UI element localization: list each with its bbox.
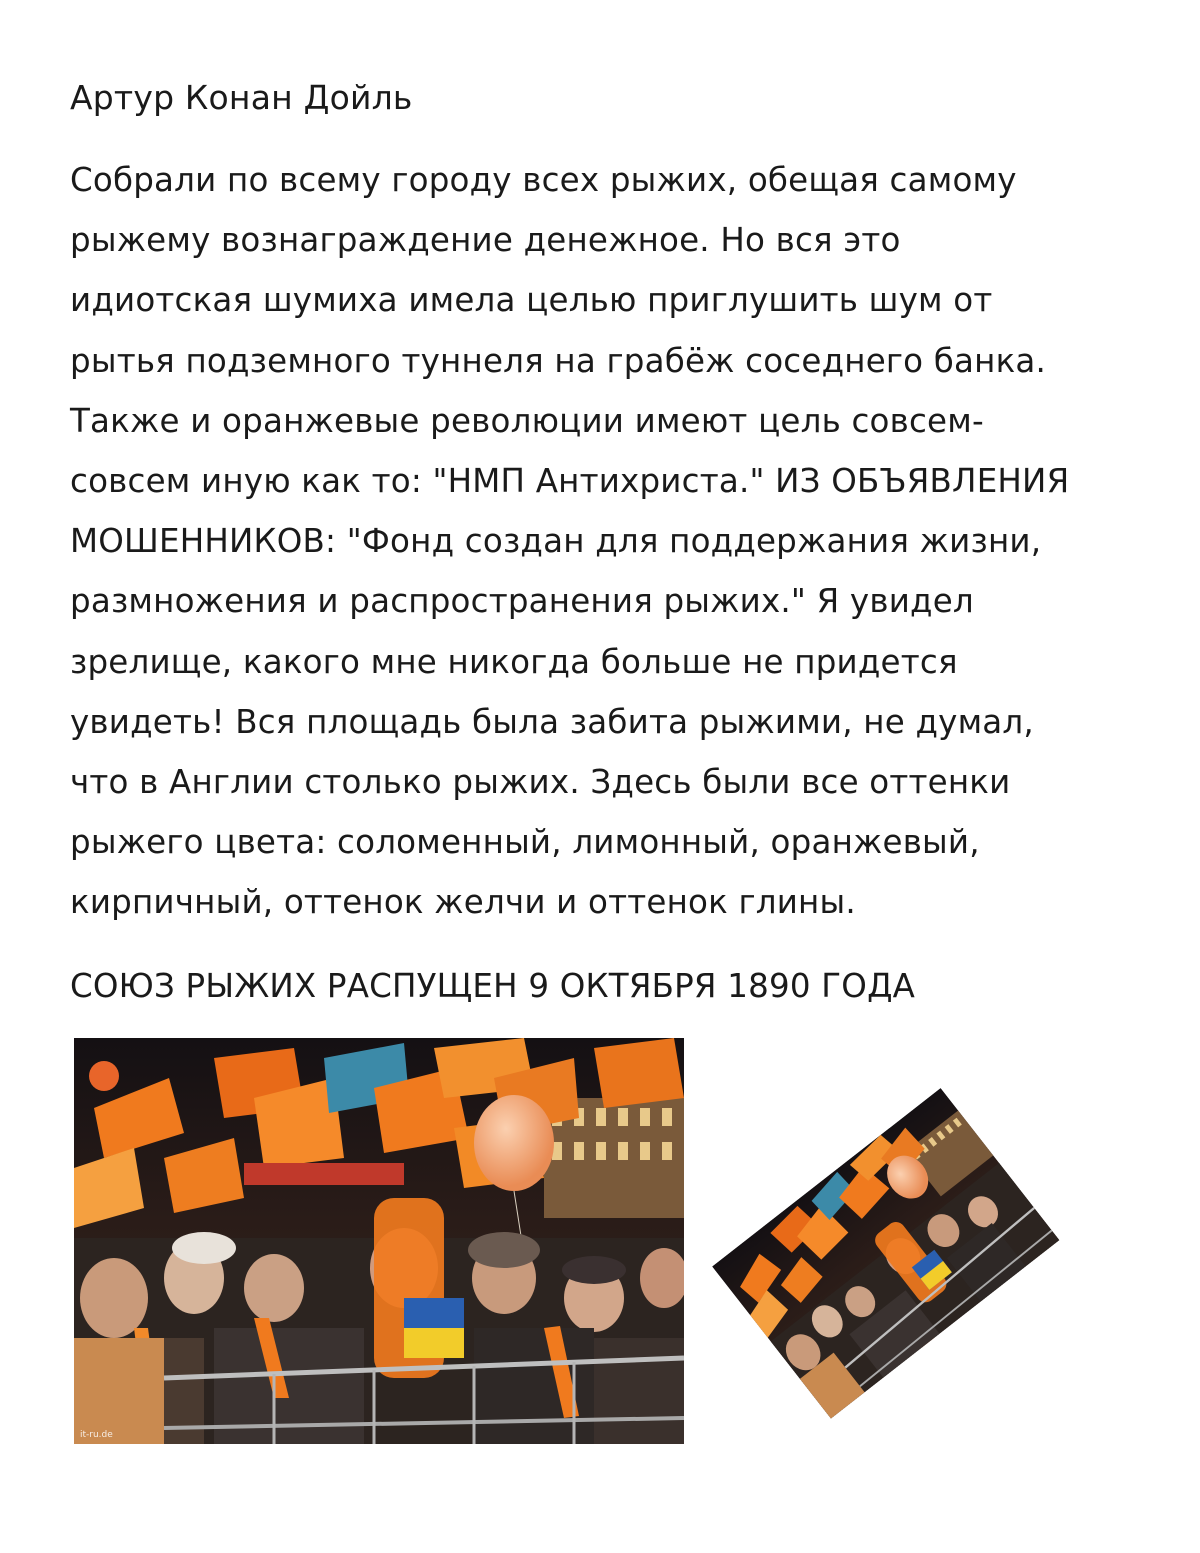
body-line: кирпичный, оттенок желчи и оттенок глины. — [70, 883, 856, 922]
body-line: МОШЕННИКОВ: "Фонд создан для поддержания жизни, — [70, 522, 1042, 561]
body-line: идиотская шумиха имела целью приглушить шум от — [70, 281, 993, 320]
crowd-rally-illustration — [74, 1038, 684, 1444]
body-line: увидеть! Вся площадь была забита рыжими, не думал, — [70, 702, 1034, 741]
body-line: рытья подземного туннеля на грабёж соседнего банка. — [70, 341, 1047, 380]
body-line: Также и оранжевые революции имеют цель совсем- — [70, 401, 984, 440]
body-line: рыжего цвета: соломенный, лимонный, оранжевый, — [70, 823, 980, 862]
photo-credit: it-ru.de — [80, 1430, 113, 1440]
body-line: Собрали по всему городу всех рыжих, обещая самому — [70, 161, 1017, 199]
body-line: совсем иную как то: "НМП Антихриста." ИЗ ОБЪЯВЛЕНИЯ — [70, 462, 1070, 501]
rotated-crowd-illustration — [712, 1088, 1059, 1419]
body-line: рыжему вознаграждение денежное. Но вся это — [70, 221, 901, 260]
body-line: зрелище, какого мне никогда больше не придется — [70, 642, 958, 681]
rotated-crowd-photo — [712, 1088, 1070, 1432]
crowd-rally-photo — [74, 1038, 684, 1444]
closing-heading: СОЮЗ РЫЖИХ РАСПУЩЕН 9 ОКТЯБРЯ 1890 ГОДА — [70, 967, 916, 1005]
author-name: Артур Конан Дойль — [70, 78, 413, 117]
rotated-photo-frame — [688, 1070, 1083, 1450]
body-line: размножения и распространения рыжих." Я увидел — [70, 582, 974, 621]
body-line: что в Англии столько рыжих. Здесь были все оттенки — [70, 763, 1011, 802]
body-paragraph — [70, 150, 1150, 933]
